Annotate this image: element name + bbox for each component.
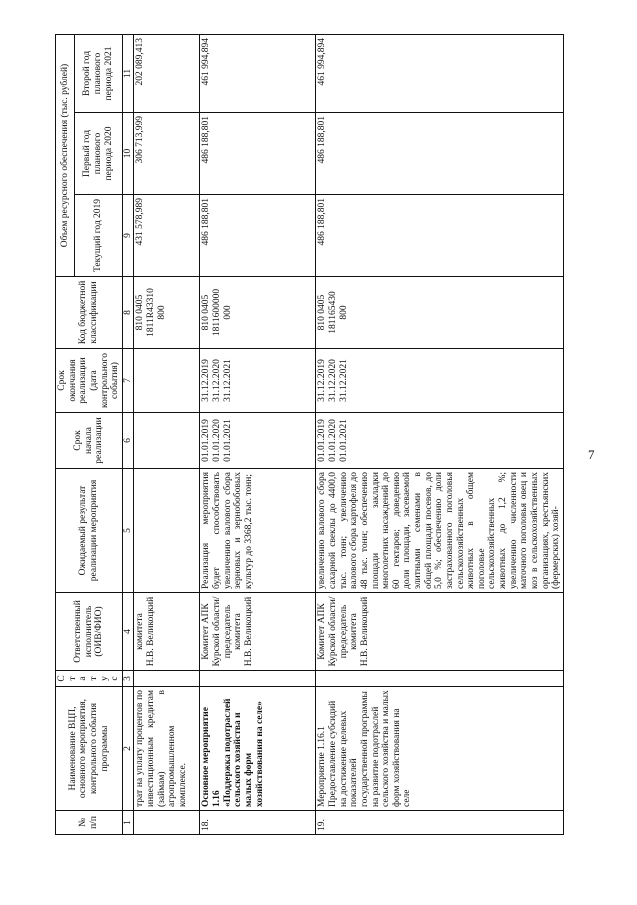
column-number: 11 [122, 34, 134, 112]
row-budget-code: 810 0405 1811R43310 800 [134, 277, 200, 349]
row-executor: Комитет АПК Курской области/председатель комитета Н.В. Великоцкий [316, 593, 563, 671]
header-num: № п/п [56, 811, 123, 835]
row-executor: комитета Н.В. Великоцкий [134, 593, 200, 671]
row-budget-code: 810 0405 1811600000 000 [200, 277, 316, 349]
row-end: 31.12.2019 31.12.2020 31.12.2021 [316, 349, 563, 413]
column-number: 1 [122, 811, 134, 835]
program-measures-table [55, 34, 564, 835]
rotated-table-page [55, 35, 583, 835]
row-start: 01.01.2019 01.01.2020 01.01.2021 [316, 413, 563, 469]
row-status [200, 671, 316, 687]
column-number: 7 [122, 349, 134, 413]
header-2021: Второй год планового периода 2021 [74, 34, 122, 112]
header-executor: Ответственный исполнитель (ОИВ/ФИО) [56, 593, 123, 671]
row-name: Мероприятие 1.16.1 Предоставление субсидий на достижение целевых показателей государственной программы на развитие подотраслей сельского хозяйства и малых форм хозяйствования на селе [316, 687, 563, 811]
table-row [316, 34, 563, 834]
row-start [134, 413, 200, 469]
row-2020: 306 713,999 [134, 113, 200, 195]
row-executor: Комитет АПК Курской области/председатель комитета Н.В. Великоцкий [200, 593, 316, 671]
row-2019: 431 578,989 [134, 195, 200, 277]
row-2020: 486 188,801 [200, 113, 316, 195]
table-row [134, 34, 200, 834]
table-row [200, 34, 316, 834]
header-funding: Объем ресурсного обеспечения (тыс. рублей) [56, 34, 75, 276]
row-2021: 461 994,894 [200, 34, 316, 112]
row-2019: 486 188,801 [316, 195, 563, 277]
header-row-1 [56, 34, 75, 834]
row-start: 01.01.2019 01.01.2020 01.01.2021 [200, 413, 316, 469]
row-result: увеличению валового сбора сахарной свеклы до 4400,0 тыс. тонн; увеличению валового сбора картофеля до 48 тыс. тонн; обеспечению площади закладки многолетних насаждений до 60 гектаров; доведению доли площади, засеваемой элитными семенами в общей площади посевов, до 5,0 %; обеспечению доли застрахованного поголовья сельскохозяйственных животных в общем поголовье сельскохозяйственных животных до 1,2 %; увеличению численности маточного поголовья овец и коз в сельскохозяйственных организациях, крестьянских (фермерских) хозяй- [316, 469, 563, 593]
column-number: 8 [122, 277, 134, 349]
row-num: 18. [200, 811, 316, 835]
row-2021: 202 089,413 [134, 34, 200, 112]
header-2020: Первый год планового периода 2020 [74, 113, 122, 195]
column-number: 10 [122, 113, 134, 195]
row-2020: 486 188,801 [316, 113, 563, 195]
row-status [316, 671, 563, 687]
row-end [134, 349, 200, 413]
row-end: 31.12.2019 31.12.2020 31.12.2021 [200, 349, 316, 413]
row-status [134, 671, 200, 687]
column-number: 5 [122, 469, 134, 593]
header-end: Срок окончания реализации (дата контрольного события) [56, 349, 123, 413]
row-name: трат на уплату процентов по инвестиционным кредитам (займам) в агропромышленном комплексе. [134, 687, 200, 811]
row-num [134, 811, 200, 835]
column-number: 2 [122, 687, 134, 811]
header-budget-code: Код бюджетной классификации [56, 277, 123, 349]
column-number: 9 [122, 195, 134, 277]
row-name: Основное мероприятие 1.16 «Поддержка подотраслей сельского хозяйства и малых форм хозяйствования на селе» [200, 687, 316, 811]
row-result: Реализация мероприятия будет способствовать увеличению валового сбора зерновых и зернобобовых культур до 3368,2 тыс. тонн; [200, 469, 316, 593]
row-num: 19. [316, 811, 563, 835]
header-start: Срок начала реализации [56, 413, 123, 469]
row-budget-code: 810 0405 181165430 800 [316, 277, 563, 349]
header-2019: Текущий год 2019 [74, 195, 122, 277]
page-number: 7 [588, 447, 595, 462]
row-2019: 486 188,801 [200, 195, 316, 277]
header-result: Ожидаемый результат реализации мероприятия [56, 469, 123, 593]
column-number: 6 [122, 413, 134, 469]
column-number: 3 [122, 671, 134, 687]
row-2021: 461 994,894 [316, 34, 563, 112]
row-result [134, 469, 200, 593]
column-number-row [122, 34, 134, 834]
header-name: Наименование ВЦП, основного мероприятия, контрольного события программы [56, 687, 123, 811]
column-number: 4 [122, 593, 134, 671]
header-status: С т а т у с [56, 671, 123, 687]
